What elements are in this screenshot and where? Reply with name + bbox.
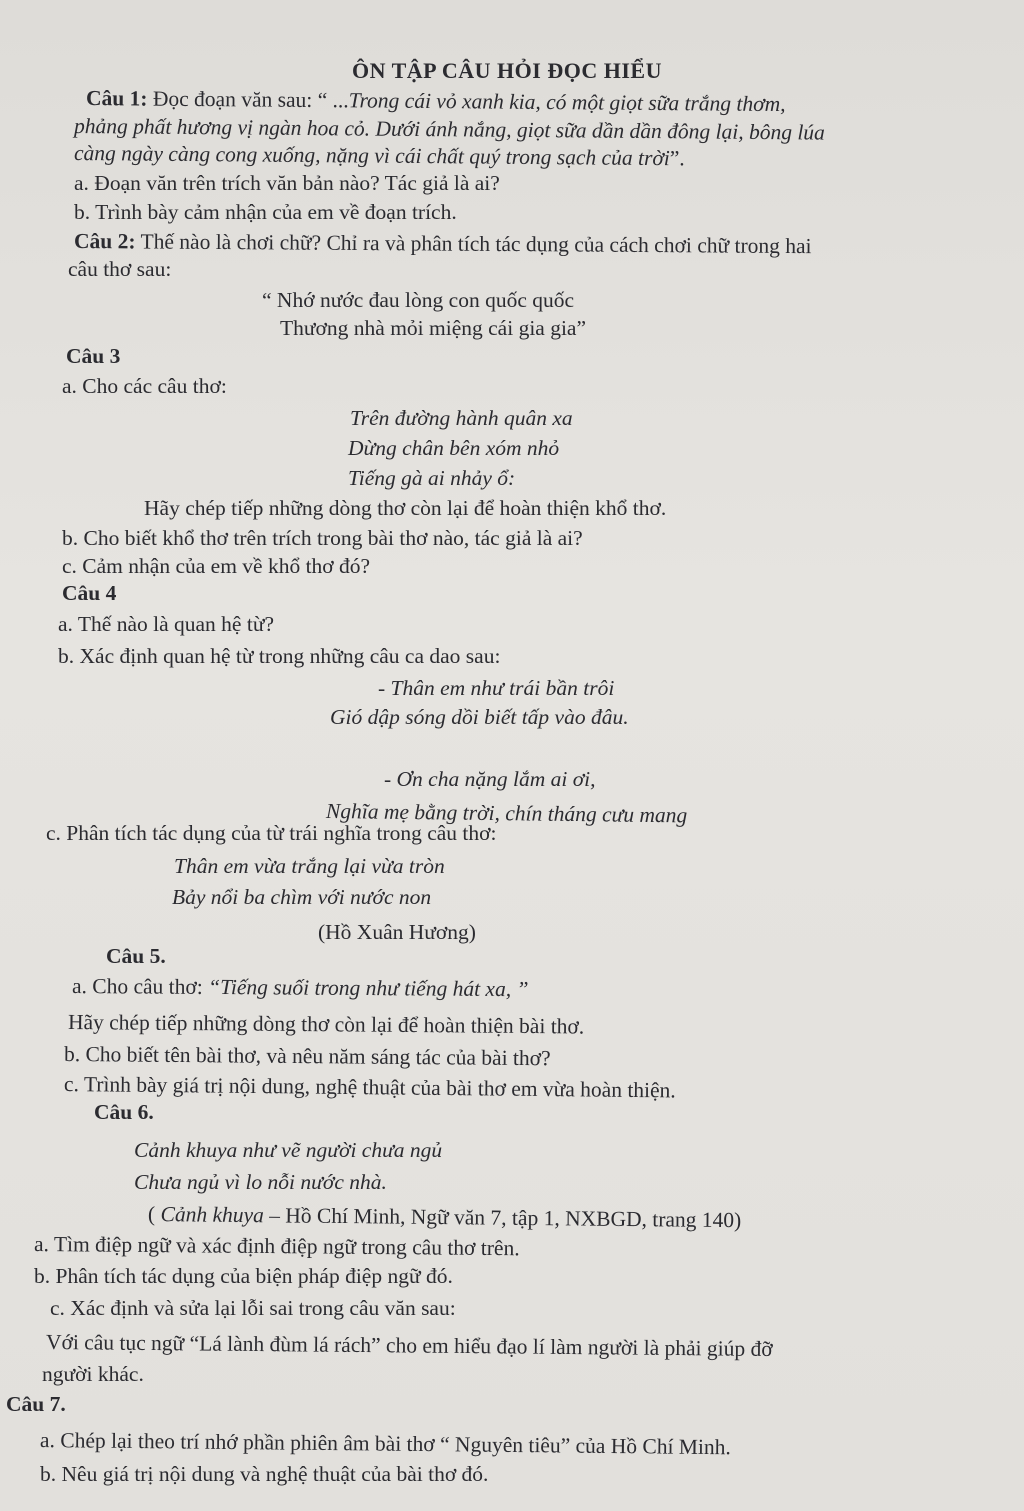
q4-cadao-line-4: Nghĩa mẹ bằng trời, chín tháng cưu mang: [325, 799, 688, 828]
q1-question-a: a. Đoạn văn trên trích văn bản nào? Tác giả là ai?: [74, 171, 500, 195]
q3-poem-line-2: Dừng chân bên xóm nhỏ: [348, 436, 560, 460]
q4-cadao-line-1: - Thân em như trái bần trôi: [378, 676, 615, 700]
q2-label: Câu 2:: [73, 229, 136, 254]
q4-cadao-line-2: Gió dập sóng dồi biết tấp vào đâu.: [330, 705, 629, 729]
q6-question-c: c. Xác định và sửa lại lỗi sai trong câu văn sau:: [50, 1296, 456, 1320]
q5-question-b: b. Cho biết tên bài thơ, và nêu năm sáng tác của bài thơ?: [63, 1042, 551, 1071]
q2-poem-line-1: “ Nhớ nước đau lòng con quốc quốc: [262, 288, 575, 312]
q1-line-1-text: Đọc đoạn văn sau: “ ...: [147, 86, 349, 113]
q4-label: Câu 4: [62, 581, 117, 605]
q3-poem-line-3: Tiếng gà ai nhảy ổ:: [348, 466, 516, 490]
q5-quote: “Tiếng suối trong như tiếng hát xa, ”: [208, 974, 529, 1002]
q6-label: Câu 6.: [94, 1100, 154, 1124]
q5-question-c: c. Trình bày giá trị nội dung, nghệ thuật của bài thơ em vừa hoàn thiện.: [63, 1072, 676, 1103]
q4-question-b: b. Xác định quan hệ từ trong những câu ca dao sau:: [58, 644, 501, 668]
q1-quote-start: Trong cái vỏ xanh kia, có một giọt sữa trắng thơm,: [348, 88, 786, 117]
q4-poem-author: (Hồ Xuân Hương): [318, 920, 476, 944]
q1-line-2: phảng phất hương vị ngàn hoa cỏ. Dưới ánh nắng, giọt sữa dần dần đông lại, bông lúa: [73, 114, 825, 145]
q7-question-a: a. Chép lại theo trí nhớ phần phiên âm bài thơ “ Nguyên tiêu” của Hồ Chí Minh.: [39, 1428, 731, 1460]
q3-task: Hãy chép tiếp những dòng thơ còn lại để hoàn thiện khổ thơ.: [144, 496, 667, 520]
q4-cadao-line-3: - Ơn cha nặng lắm ai ơi,: [384, 767, 596, 791]
q7-question-b: b. Nêu giá trị nội dung và nghệ thuật của bài thơ đó.: [40, 1462, 489, 1486]
q2-poem-line-2: Thương nhà mỏi miệng cái gia gia”: [280, 316, 587, 340]
q5-question-a: a. Cho câu thơ: “Tiếng suối trong như tiếng hát xa, ”: [71, 974, 529, 1002]
page-title: ÔN TẬP CÂU HỎI ĐỌC HIỂU: [352, 58, 662, 83]
show-through-texture: [884, 40, 1024, 1440]
q1-label: Câu 1:: [85, 86, 148, 111]
q1-question-b: b. Trình bày cảm nhận của em về đoạn trích.: [74, 200, 457, 224]
q5-question-a-task: Hãy chép tiếp những dòng thơ còn lại để hoàn thiện bài thơ.: [67, 1010, 585, 1039]
q2-line-2: câu thơ sau:: [68, 257, 172, 281]
q6-sentence-line-1: Với câu tục ngữ “Lá lành đùm lá rách” cho em hiểu đạo lí làm người là phải giúp đỡ: [45, 1330, 773, 1361]
q3-question-a: a. Cho các câu thơ:: [62, 374, 227, 398]
q6-sentence-line-2: người khác.: [42, 1362, 144, 1386]
q6-poem-line-1: Cảnh khuya như vẽ người chưa ngủ: [134, 1138, 443, 1162]
q4-poem-line-2: Bảy nổi ba chìm với nước non: [172, 885, 432, 909]
q4-question-c: c. Phân tích tác dụng của từ trái nghĩa trong câu thơ:: [46, 821, 497, 845]
q5-label: Câu 5.: [106, 944, 166, 968]
q6-poem-line-2: Chưa ngủ vì lo nỗi nước nhà.: [134, 1170, 387, 1194]
q1-line-3: càng ngày càng cong xuống, nặng vì cái chất quý trong sạch của trời”.: [73, 141, 685, 171]
q4-question-a: a. Thế nào là quan hệ từ?: [58, 612, 275, 636]
q6-source: ( Cảnh khuya – Hồ Chí Minh, Ngữ văn 7, tập 1, NXBGD, trang 140): [147, 1202, 742, 1233]
q3-question-c: c. Cảm nhận của em về khổ thơ đó?: [62, 554, 371, 578]
q3-label: Câu 3: [66, 344, 121, 368]
q4-poem-line-1: Thân em vừa trắng lại vừa tròn: [174, 854, 445, 878]
q6-question-b: b. Phân tích tác dụng của biện pháp điệp ngữ đó.: [34, 1264, 453, 1288]
q3-question-b: b. Cho biết khổ thơ trên trích trong bài thơ nào, tác giả là ai?: [62, 526, 583, 550]
q7-label: Câu 7.: [6, 1392, 66, 1416]
q6-question-a: a. Tìm điệp ngữ và xác định điệp ngữ trong câu thơ trên.: [33, 1232, 520, 1261]
q3-poem-line-1: Trên đường hành quân xa: [350, 406, 573, 430]
q2-line-1: Câu 2: Thế nào là chơi chữ? Chỉ ra và phân tích tác dụng của cách chơi chữ trong hai: [73, 229, 812, 259]
q1-line-1: [86, 88, 786, 116]
